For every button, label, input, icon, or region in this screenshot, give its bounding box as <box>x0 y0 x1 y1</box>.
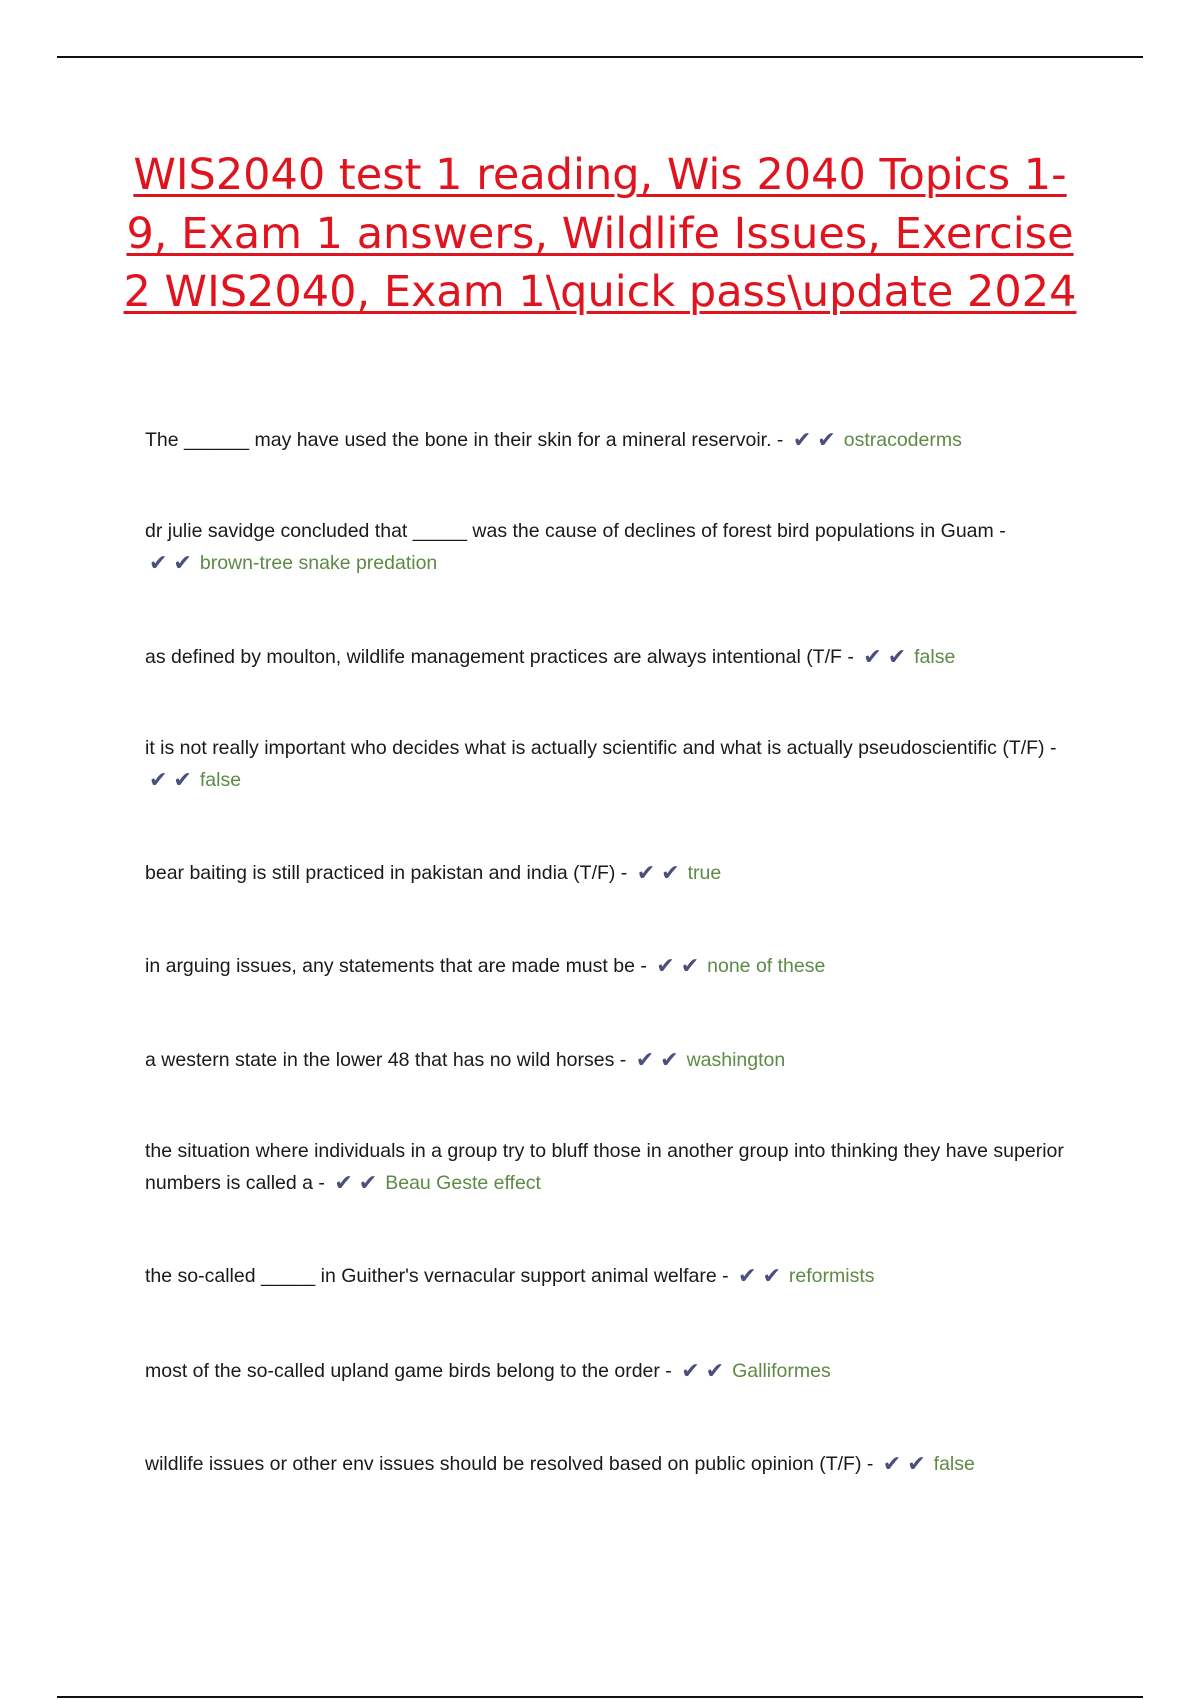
question-text: as defined by moulton, wildlife management practices are always intentional (T/F - <box>145 646 854 668</box>
question-text: wildlife issues or other env issues should be resolved based on public opinion (T/F) - <box>145 1453 874 1475</box>
qa-item-5 <box>145 857 1065 890</box>
double-check-icon: ✔✔ <box>656 954 706 979</box>
double-check-icon: ✔✔ <box>334 1171 384 1196</box>
document-title: WIS2040 test 1 reading, Wis 2040 Topics 1-9, Exam 1 answers, Wildlife Issues, Exercise 2 WIS2040, Exam 1\quick pass\update 2024 <box>123 150 1077 317</box>
answer-text: false <box>914 646 956 668</box>
question-text: dr julie savidge concluded that _____ was the cause of declines of forest bird populations in Guam - <box>145 520 1006 542</box>
answer-text: Galliformes <box>732 1360 831 1382</box>
qa-item-1 <box>145 424 1065 457</box>
qa-item-11 <box>145 1448 1065 1481</box>
double-check-icon: ✔✔ <box>882 1452 932 1477</box>
question-text: it is not really important who decides what is actually scientific and what is actually pseudoscientific (T/F) - <box>145 737 1057 759</box>
answer-text: washington <box>686 1049 786 1071</box>
top-rule <box>57 56 1143 58</box>
double-check-icon: ✔✔ <box>738 1264 787 1289</box>
answer-text: none of these <box>707 955 826 977</box>
qa-item-2 <box>145 515 1065 580</box>
question-text: a western state in the lower 48 that has no wild horses - <box>145 1049 627 1071</box>
question-text: the situation where individuals in a group try to bluff those in another group into thinking they have superior numbers is called a - <box>145 1140 1064 1194</box>
question-text: the so-called _____ in Guither's vernacular support animal welfare - <box>145 1265 729 1287</box>
answer-text: false <box>199 769 242 791</box>
qa-item-7 <box>145 1044 1065 1077</box>
double-check-icon: ✔✔ <box>149 551 198 576</box>
bottom-rule <box>57 1696 1143 1698</box>
qa-item-6 <box>145 950 1065 983</box>
qa-item-8 <box>145 1135 1065 1200</box>
question-text: most of the so-called upland game birds belong to the order - <box>145 1360 672 1382</box>
question-text: The ______ may have used the bone in their skin for a mineral reservoir. - <box>145 429 784 451</box>
double-check-icon: ✔✔ <box>681 1359 731 1384</box>
answer-text: false <box>933 1453 975 1475</box>
double-check-icon: ✔✔ <box>863 645 913 670</box>
qa-item-3 <box>145 641 1065 674</box>
question-text: in arguing issues, any statements that are made must be - <box>145 955 647 977</box>
qa-item-4 <box>145 732 1065 797</box>
answer-text: Beau Geste effect <box>385 1172 541 1194</box>
answer-text: reformists <box>788 1265 875 1287</box>
qa-item-10 <box>145 1355 1065 1388</box>
double-check-icon: ✔✔ <box>149 768 198 793</box>
double-check-icon: ✔✔ <box>792 428 842 453</box>
question-text: bear baiting is still practiced in pakistan and india (T/F) - <box>145 862 628 884</box>
double-check-icon: ✔✔ <box>635 1048 685 1073</box>
answer-text: true <box>687 862 722 884</box>
qa-item-9 <box>145 1260 1065 1293</box>
answer-text: ostracoderms <box>843 429 962 451</box>
answer-text: brown-tree snake predation <box>199 552 438 574</box>
double-check-icon: ✔✔ <box>636 861 686 886</box>
